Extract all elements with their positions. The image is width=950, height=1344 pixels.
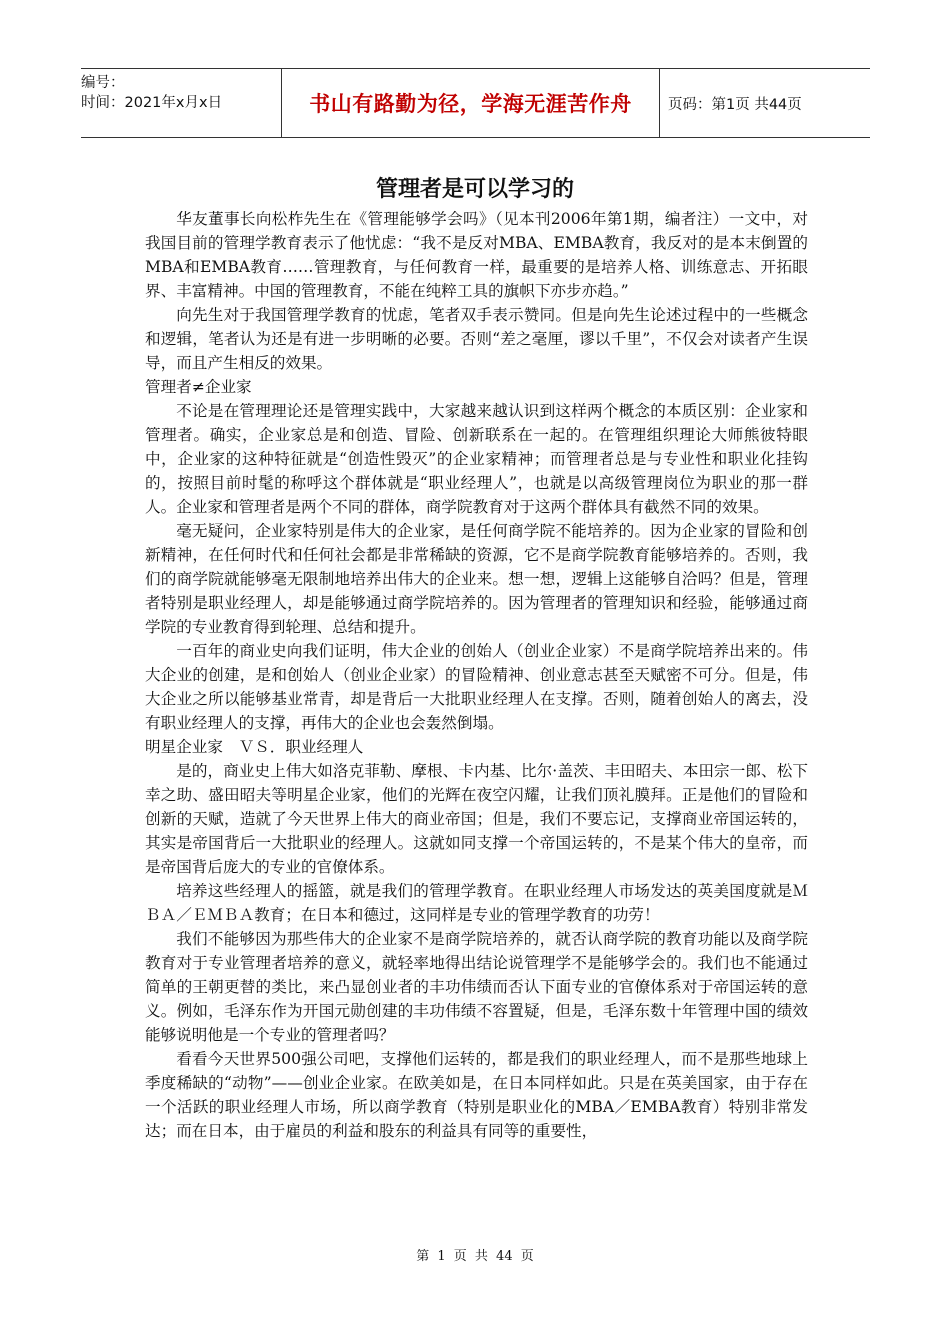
- body-paragraph: 毫无疑问，企业家特别是伟大的企业家，是任何商学院不能培养的。因为企业家的冒险和创新精神，在任何时代和任何社会都是非常稀缺的资源，它不是商学院教育能够培养的。否则，我们的商学院就能够毫无限制地培养出伟大的企业来。想一想，逻辑上这能够自洽吗？但是，管理者特别是职业经理人，却是能够通过商学院培养的。因为管理者的管理知识和经验，能够通过商学院的专业教育得到轮理、总结和提升。: [145, 522, 808, 636]
- body-paragraph: 向先生对于我国管理学教育的忧虑，笔者双手表示赞同。但是向先生论述过程中的一些概念和逻辑，笔者认为还是有进一步明晰的必要。否则“差之毫厘，谬以千里”，不仅会对读者产生误导，而且产生相反的效果。: [145, 306, 808, 372]
- body-paragraph: 培养这些经理人的摇篮，就是我们的管理学教育。在职业经理人市场发达的英美国度就是ＭＢＡ／ＥＭＢＡ教育；在日本和德过，这同样是专业的管理学教育的功劳！: [145, 882, 808, 924]
- body-paragraph: 是的，商业史上伟大如洛克菲勒、摩根、卡内基、比尔·盖茨、丰田昭夫、本田宗一郎、松下幸之助、盛田昭夫等明星企业家，他们的光辉在夜空闪耀，让我们顶礼膜拜。正是他们的冒险和创新的天赋，造就了今天世界上伟大的商业帝国；但是，我们不要忘记，支撑商业帝国运转的，其实是帝国背后一大批职业的经理人。这就如同支撑一个帝国运转的，不是某个伟大的皇帝，而是帝国背后庞大的专业的官僚体系。: [145, 762, 808, 876]
- header-number-label: 编号：: [81, 75, 125, 91]
- section-heading: 管理者≠企业家: [145, 378, 252, 396]
- body-paragraph: 不论是在管理理论还是管理实践中，大家越来越认识到这样两个概念的本质区别：企业家和管理者。确实，企业家总是和创造、冒险、创新联系在一起的。在管理组织理论大师熊彼特眼中，企业家的这种特征就是“创造性毁灭”的企业家精神；而管理者总是与专业性和职业化挂钩的，按照目前时髦的称呼这个群体就是“职业经理人”，也就是以高级管理岗位为职业的那一群人。企业家和管理者是两个不同的群体，商学院教育对于这两个群体具有截然不同的效果。: [145, 402, 808, 516]
- header-meta: [81, 69, 282, 137]
- section-heading: 明星企业家 ＶＳ．职业经理人: [145, 738, 364, 756]
- page-header: [81, 68, 870, 138]
- page-footer: 第 1 页 共 44 页: [416, 1249, 534, 1264]
- document-title: 管理者是可以学习的: [375, 177, 574, 202]
- body-paragraph: 看看今天世界500强公司吧，支撑他们运转的，都是我们的职业经理人，而不是那些地球上季度稀缺的“动物”——创业企业家。在欧美如是，在日本同样如此。只是在英美国家，由于存在一个活跃的职业经理人市场，所以商学教育（特别是职业化的MBA／EMBA教育）特别非常发达；而在日本，由于雇员的利益和股东的利益具有同等的重要性，: [145, 1050, 808, 1140]
- header-time: 时间：2021年x月x日: [81, 95, 223, 111]
- header-motto: 书山有路勤为径，学海无涯苦作舟: [309, 92, 632, 116]
- body-paragraph: 华友董事长向松柞先生在《管理能够学会吗》（见本刊2006年第1期，编者注）一文中，对我国目前的管理学教育表示了他忧虑：“我不是反对MBA、EMBA教育，我反对的是本末倒置的MBA和EMBA教育……管理教育，与任何教育一样，最重要的是培养人格、训练意志、开拓眼界、丰富精神。中国的管理教育，不能在纯粹工具的旗帜下亦步亦趋。”: [145, 210, 808, 300]
- header-motto-cell: [282, 69, 660, 137]
- header-page-info: 页码：第1页 共44页: [668, 96, 802, 113]
- article-body: [145, 207, 808, 1143]
- body-paragraph: 我们不能够因为那些伟大的企业家不是商学院培养的，就否认商学院的教育功能以及商学院教育对于专业管理者培养的意义，就轻率地得出结论说管理学不是能够学会的。我们也不能通过简单的王朝更替的类比，来凸显创业者的丰功伟绩而否认下面专业的官僚体系对于帝国运转的意义。例如，毛泽东作为开国元勋创建的丰功伟绩不容置疑，但是，毛泽东数十年管理中国的绩效能够说明他是一个专业的管理者吗？: [145, 930, 808, 1044]
- body-paragraph: 一百年的商业史向我们证明，伟大企业的创始人（创业企业家）不是商学院培养出来的。伟大企业的创建，是和创始人（创业企业家）的冒险精神、创业意志甚至天赋密不可分。但是，伟大企业之所以能够基业常青，却是背后一大批职业经理人在支撑。否则，随着创始人的离去，没有职业经理人的支撑，再伟大的企业也会轰然倒塌。: [145, 642, 808, 732]
